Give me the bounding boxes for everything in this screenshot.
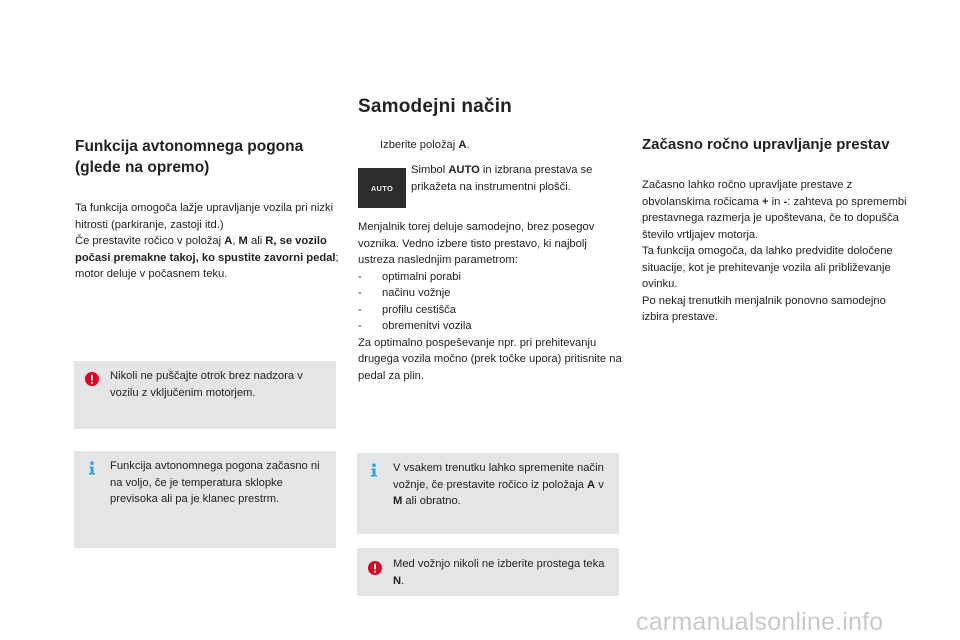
col3-heading: Začasno ročno upravljanje prestav [642, 136, 890, 153]
col2-info-text: V vsakem trenutku lahko spremenite način vožnje, če prestavite ročico iz položaja A v M ali obratno. [393, 462, 604, 507]
info-icon [86, 461, 98, 475]
warning-icon [85, 372, 99, 386]
col2-text [358, 219, 623, 384]
col2-warning-text: Med vožnjo nikoli ne izberite prostega teka N. [393, 558, 605, 587]
list-item: - načinu vožnje [358, 287, 451, 299]
auto-display-image [358, 168, 406, 208]
list-item: - obremenitvi vozila [358, 320, 472, 332]
col3-paragraph-1: Začasno lahko ročno upravljate prestave z obvolanskima ročicama + in -: zahteva po spremembi prestavnega razmerja je upoštevana, če to dopušča število vrtljajev motorja. [642, 179, 907, 241]
col3-paragraph-3: Po nekaj trenutkih menjalnik ponovno samodejno izbira prestave. [642, 294, 886, 323]
warning-icon [368, 561, 382, 575]
auto-description: Simbol AUTO in izbrana prestava se prikažeta na instrumentni plošči. [411, 164, 593, 193]
col2-intro: Menjalnik torej deluje samodejno, brez posegov voznika. Vedno izbere tisto prestavo, ki najbolj ustreza naslednjim parametrom: [358, 221, 595, 266]
info-icon [368, 463, 380, 477]
list-item: - optimalni porabi [358, 270, 461, 283]
col1-paragraph-2: Če prestavite ročico v položaj A, M ali R, se vozilo počasi premakne takoj, ko spustite zavorni pedal; motor deluje v počasnem teku. [75, 235, 339, 280]
auto-display-label: AUTO [370, 183, 394, 193]
col1-heading: Funkcija avtonomnega pogona (glede na opremo) [75, 138, 304, 176]
list-item: - profilu cestišča [358, 303, 456, 316]
col1-warning-text: Nikoli ne puščajte otrok brez nadzora v vozilu z vključenim motorjem. [110, 370, 303, 399]
col3-text [642, 177, 907, 326]
col1-info-text: Funkcija avtonomnega pogona začasno ni na voljo, če je temperatura sklopke previsoka ali pa je klanec prestrm. [110, 460, 320, 505]
col2-step: Izberite položaj A. [380, 139, 470, 151]
col1-paragraph-1: Ta funkcija omogoča lažje upravljanje vozila pri nizki hitrosti (parkiranje, zastoji itd.) [75, 202, 334, 231]
page-title: Samodejni način [358, 96, 512, 117]
col2-outro: Za optimalno pospeševanje npr. pri prehitevanju drugega vozila močno (prek točke upora) pritisnite na pedal za plin. [358, 336, 622, 382]
col3-paragraph-2: Ta funkcija omogoča, da lahko predvidite določene situacije, kot je prehitevanje vozila ali približevanje ovinku. [642, 245, 893, 290]
watermark: carmanualsonline.info [636, 608, 884, 636]
col1-text [75, 200, 340, 283]
